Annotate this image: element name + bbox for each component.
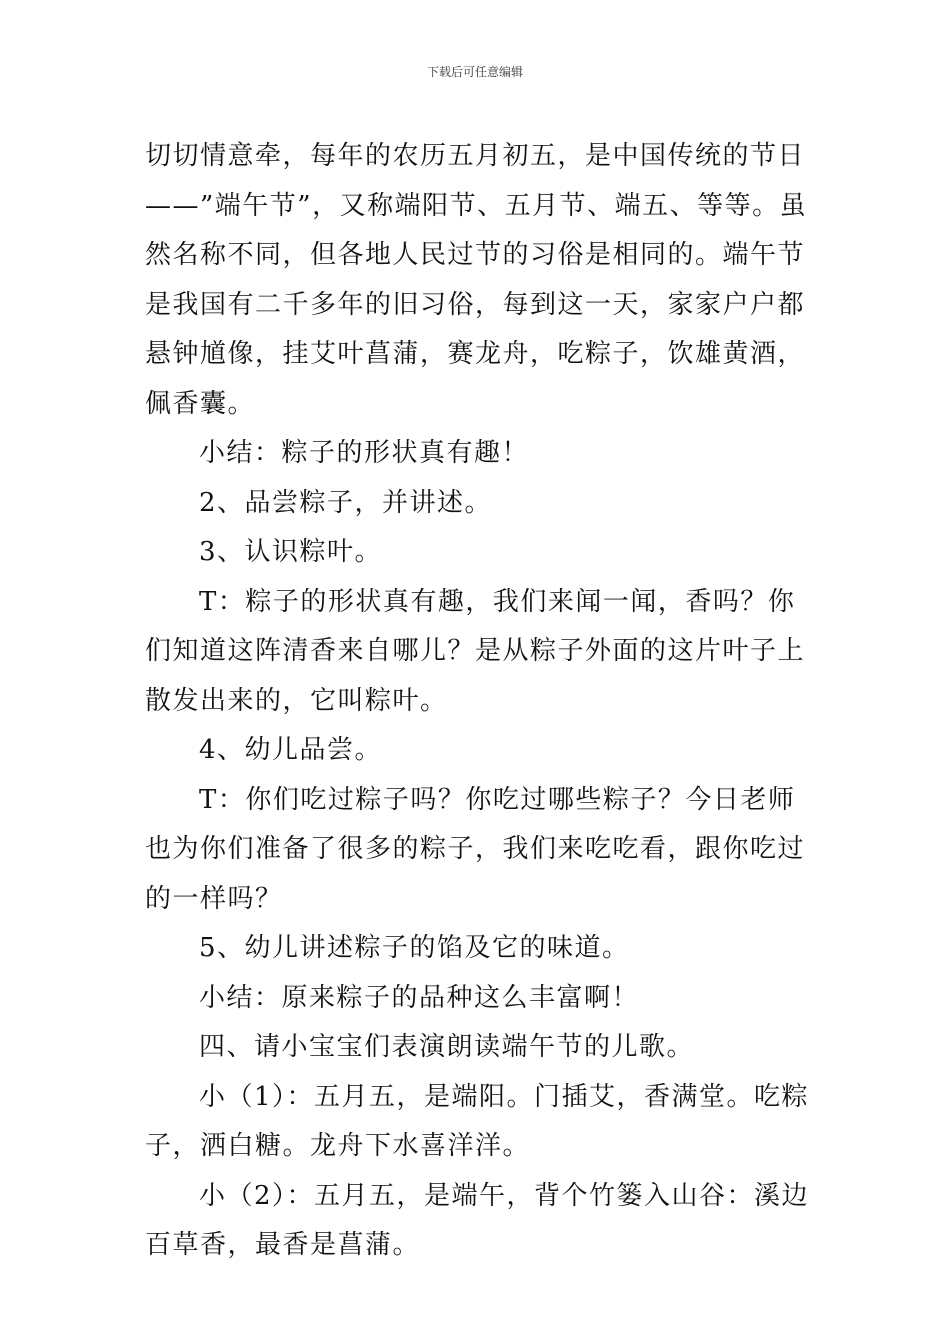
paragraph-step-4: 4、幼儿品尝。 xyxy=(199,735,383,765)
paragraph-step-3: 3、认识粽叶。 xyxy=(199,537,383,567)
page-header-note: 下载后可任意编辑 xyxy=(426,65,523,79)
paragraph-teacher-tasting: T：你们吃过粽子吗？你吃过哪些粽子？今日老师也为你们准备了很多的粽子，我们来吃吃看，跟你吃过的一样吗？ xyxy=(145,784,806,914)
paragraph-teacher-leaf: T：粽子的形状真有趣，我们来闻一闻，香吗？你们知道这阵清香来自哪儿？是从粽子外面的这片叶子上散发出来的，它叫粽叶。 xyxy=(145,586,806,716)
paragraph-summary-variety: 小结：原来粽子的品种这么丰富啊！ xyxy=(199,982,640,1013)
paragraph-rhyme-1: 小（1）：五月五，是端阳。门插艾，香满堂。吃粽子，洒白糖。龙舟下水喜洋洋。 xyxy=(145,1081,810,1161)
paragraph-festival-intro: 切切情意牵，每年的农历五月初五，是中国传统的节日——”端午节”，又称端阳节、五月节、端五、等等。虽然名称不同，但各地人民过节的习俗是相同的。端午节是我国有二千多年的旧习俗，每到这一天，家家户户都悬钟馗像，挂艾叶菖蒲，赛龙舟，吃粽子，饮雄黄酒，佩香囊。 xyxy=(145,141,808,419)
paragraph-step-2: 2、品尝粽子，并讲述。 xyxy=(199,487,493,518)
paragraph-step-5: 5、幼儿讲述粽子的馅及它的味道。 xyxy=(199,933,630,963)
document-body xyxy=(145,132,810,1271)
paragraph-summary-shape: 小结：粽子的形状真有趣！ xyxy=(199,438,530,468)
paragraph-section-four: 四、请小宝宝们表演朗读端午节的儿歌。 xyxy=(199,1032,695,1062)
paragraph-rhyme-2: 小（2）：五月五，是端午，背个竹篓入山谷：溪边百草香，最香是菖蒲。 xyxy=(145,1180,810,1260)
